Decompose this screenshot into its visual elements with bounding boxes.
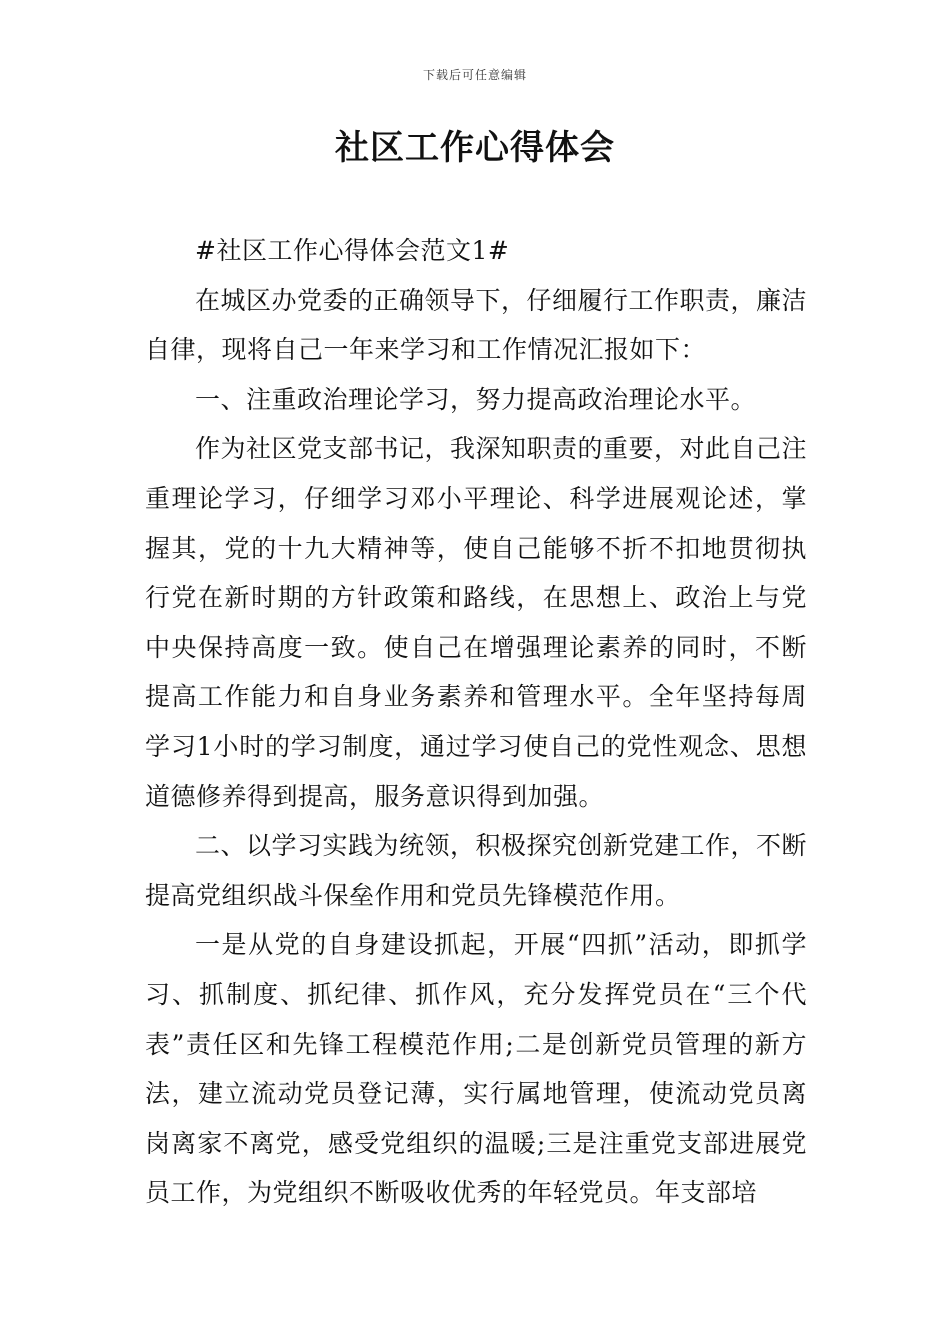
paragraph-section-two-heading: 二、以学习实践为统领，积极探究创新党建工作，不断提高党组织战斗保垒作用和党员先锋模范作用。 — [145, 831, 808, 910]
paragraph-section-one-body: 作为社区党支部书记，我深知职责的重要，对此自己注重理论学习，仔细学习邓小平理论、科学进展观论述，掌握其，党的十九大精神等，使自己能够不折不扣地贯彻执行党在新时期的方针政策和路线，在思想上、政治上与党中央保持高度一致。使自己在增强理论素养的同时，不断提高工作能力和自身业务素养和管理水平。全年坚持每周学习1小时的学习制度，通过学习使自己的党性观念、思想道德修养得到提高，服务意识得到加强。 — [145, 434, 808, 811]
paragraph-section-two-body: 一是从党的自身建设抓起，开展“四抓”活动，即抓学习、抓制度、抓纪律、抓作风，充分发挥党员在“三个代表”责任区和先锋工程模范作用;二是创新党员管理的新方法，建立流动党员登记薄，实行属地管理，使流动党员离岗离家不离党，感受党组织的温暖;三是注重党支部进展党员工作，为党组织不断吸收优秀的年轻党员。年支部培 — [145, 930, 807, 1208]
paragraph-section-one-heading: 一、注重政治理论学习，努力提高政治理论水平。 — [195, 384, 757, 414]
document-body — [145, 226, 807, 1218]
document-title: 社区工作心得体会 — [335, 128, 615, 168]
paragraph-intro: 在城区办党委的正确领导下，仔细履行工作职责，廉洁自律，现将自己一年来学习和工作情况汇报如下： — [145, 285, 808, 365]
header-note: 下载后可任意编辑 — [422, 68, 527, 82]
paragraph-heading-sample: #社区工作心得体会范文1# — [195, 236, 510, 265]
